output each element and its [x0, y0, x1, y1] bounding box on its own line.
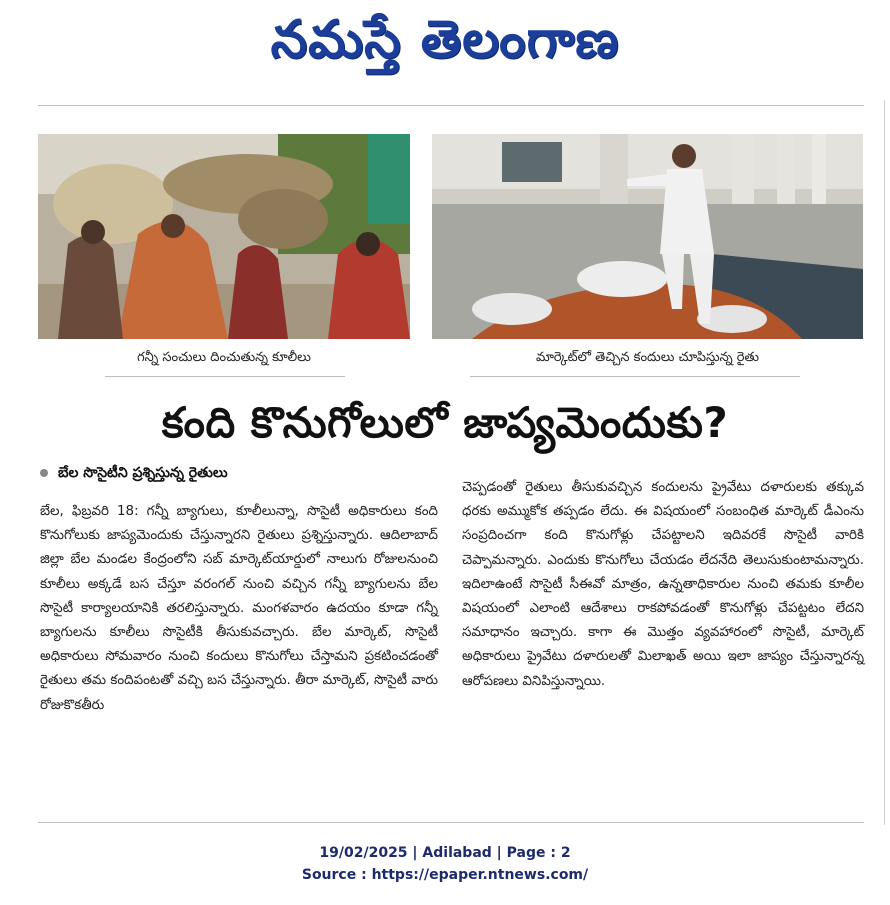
- left-column-text: బేల, ఫిబ్రవరి 18: గన్నీ బ్యాగులు, కూలీలున్నా, సొసైటీ అధికారులు కంది కొనుగోలుకు జాప్యమెందుకు చేస్తున్నారని రైతులు ప్రశ్నిస్తున్నారు. ఆదిలాబాద్ జిల్లా బేల మండల కేంద్రంలోని సబ్ మార్కెట్‌యార్డులో నాలుగు రోజులనుంచి కూలీలు అక్కడే బస చేస్తూ వరంగల్ నుంచి వచ్చిన గన్నీ బ్యాగులను బేల సొసైటీ కార్యాలయానికి తరలిస్తున్నారు. మంగళవారం ఉదయం కూడా గన్నీ బ్యాగులను కూలీలు సొసైటీకి తీసుకువచ్చారు. బేల మార్కెట్, సొసైటీ అధికారులు సోమవారం నుంచి కందులు కొనుగోలు చేస్తామని ప్రకటించడంతో రైతులు తమ కందిపంటతో వచ్చి బస చేస్తున్నారు. తీరా మార్కెట్, సొసైటీ వారు రోజుకొకతీరు: [40, 504, 438, 713]
- right-column-text: చెప్పడంతో రైతులు తీసుకువచ్చిన కందులను ప్రైవేటు దళారులకు తక్కువ ధరకు అమ్ముకోక తప్పడం లేదు. ఈ విషయంలో సంబంధిత మార్కెట్ డీఎంను సంప్రదించగా కంది కొనుగోళ్లు చేపట్టాలని ఇదివరకే సొసైటీ వారికి చెప్పామన్నారు. ఎందుకు కొనుగోలు చేయడం లేదనేది తెలుసుకుంటామన్నారు. ఇదిలాఉంటే సొసైటీ సీఈవో మాత్రం, ఉన్నతాధికారుల నుంచి తమకు కూలీల విషయంలో ఎలాంటి ఆదేశాలు రాకపోవడంతో కొనుగోళ్లు చేపట్టటం లేదని సమాధానం ఇచ్చారు. కాగా ఈ మొత్తం వ్యవహారంలో సొసైటీ, మార్కెట్ అధికారులు ప్రైవేటు దళారులతో మిలాఖత్ అయి ఇలా జాప్యం చేస్తున్నారన్న ఆరోపణలు వినిపిస్తున్నాయి.: [462, 480, 864, 689]
- article-subheadline: [40, 465, 228, 484]
- article-left-column: [40, 500, 438, 718]
- left-photo-caption: గన్నీ సంచులు దించుతున్న కూలీలు: [137, 350, 311, 365]
- footer-source-link[interactable]: Source : https://epaper.ntnews.com/: [301, 867, 589, 883]
- footer-date-line: 19/02/2025 | Adilabad | Page : 2: [319, 845, 571, 861]
- article-headline: కంది కొనుగోలులో జాప్యమెందుకు?: [161, 398, 729, 447]
- bottom-divider: [38, 822, 864, 823]
- workers-photo-icon: [38, 134, 410, 339]
- left-caption-underline: [105, 376, 345, 377]
- right-photo-caption: మార్కెట్‌లో తెచ్చిన కందులు చూపిస్తున్న రైతు: [535, 350, 760, 365]
- photo-farmer-showing-lentils: [432, 134, 863, 339]
- bullet-icon: [40, 469, 48, 477]
- right-caption-underline: [470, 376, 800, 377]
- photo-workers-unloading: [38, 134, 410, 339]
- right-edge-rule: [884, 100, 885, 825]
- masthead: [0, 8, 890, 72]
- article-right-column: [462, 476, 864, 694]
- farmer-photo-icon: [432, 134, 863, 339]
- top-divider: [38, 105, 864, 106]
- masthead-logo: నమస్తే తెలంగాణ: [270, 10, 620, 70]
- subheadline-text: బేల సొసైటీని ప్రశ్నిస్తున్న రైతులు: [58, 465, 228, 481]
